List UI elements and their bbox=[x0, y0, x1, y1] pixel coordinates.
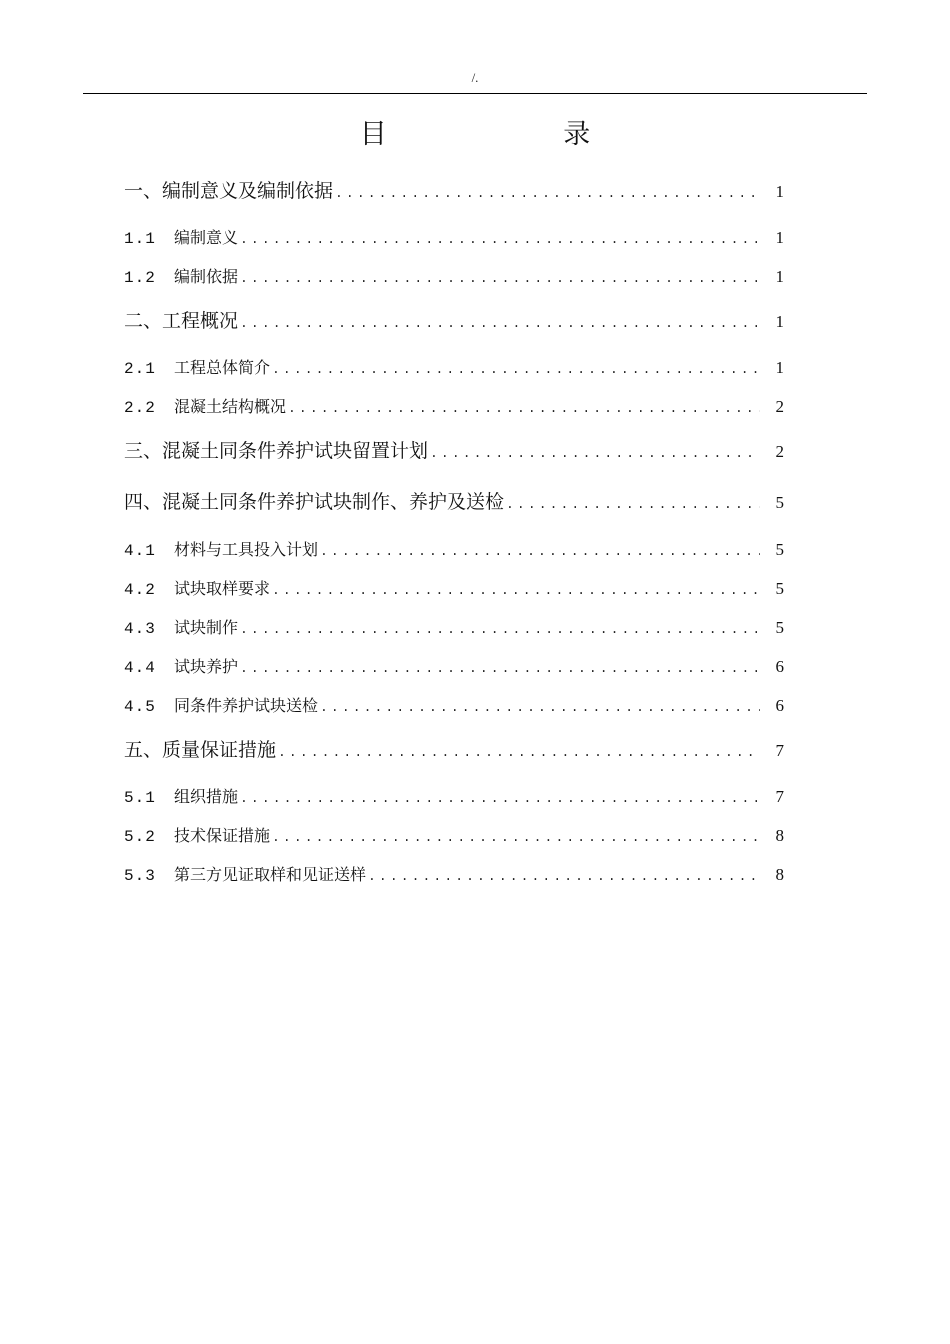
toc-entry[interactable] bbox=[124, 306, 784, 333]
toc-entry-number: 5.2 bbox=[124, 828, 156, 846]
toc-entry-page: 1 bbox=[775, 267, 784, 286]
toc-entry-label: 材料与工具投入计划 bbox=[174, 540, 319, 559]
toc-entry-page: 6 bbox=[775, 657, 784, 676]
toc-entry[interactable] bbox=[124, 225, 784, 248]
toc-entry-label: 二、工程概况 bbox=[124, 310, 239, 332]
toc-entry[interactable] bbox=[124, 862, 784, 885]
toc-entry[interactable] bbox=[124, 355, 784, 378]
toc-entry[interactable] bbox=[124, 264, 784, 287]
toc-leader-dots bbox=[240, 232, 760, 247]
toc-entry[interactable] bbox=[124, 823, 784, 846]
toc-leader-dots bbox=[320, 544, 760, 559]
toc-leader-dots bbox=[240, 791, 760, 806]
header-mark: /. bbox=[471, 70, 479, 85]
toc-entry-number: 4.5 bbox=[124, 698, 156, 716]
toc-entry-label: 第三方见证取样和见证送样 bbox=[174, 865, 367, 884]
toc-leader-dots bbox=[240, 661, 760, 676]
toc-entry-label: 编制意义 bbox=[174, 228, 239, 247]
toc-entry-page: 5 bbox=[775, 579, 784, 598]
toc-leader-dots bbox=[320, 700, 760, 715]
toc-entry[interactable] bbox=[124, 693, 784, 716]
toc-entry-number: 2.1 bbox=[124, 360, 156, 378]
toc-entry-page: 2 bbox=[775, 397, 784, 416]
toc-entry[interactable] bbox=[124, 784, 784, 807]
toc-leader-dots bbox=[240, 622, 760, 637]
toc-entry[interactable] bbox=[124, 735, 784, 762]
toc-entry[interactable] bbox=[124, 615, 784, 638]
toc-entry-page: 5 bbox=[775, 618, 784, 637]
toc-entry-page: 6 bbox=[775, 696, 784, 715]
toc-entry-page: 8 bbox=[775, 826, 784, 845]
toc-entry-page: 8 bbox=[775, 865, 784, 884]
toc-entry-label: 一、编制意义及编制依据 bbox=[124, 180, 334, 202]
header-rule bbox=[83, 93, 867, 94]
toc-entry[interactable] bbox=[124, 487, 784, 514]
toc-entry-label: 组织措施 bbox=[174, 787, 239, 806]
toc-entry-label: 同条件养护试块送检 bbox=[174, 696, 319, 715]
toc-leader-dots bbox=[272, 583, 760, 598]
toc-entry[interactable] bbox=[124, 176, 784, 203]
toc-entry-number: 4.3 bbox=[124, 620, 156, 638]
toc-leader-dots bbox=[240, 316, 760, 331]
toc-leader-dots bbox=[272, 362, 760, 377]
toc-entry-number: 5.3 bbox=[124, 867, 156, 885]
toc-entry-number: 1.1 bbox=[124, 230, 156, 248]
toc-entry[interactable] bbox=[124, 576, 784, 599]
toc-entry-number: 4.4 bbox=[124, 659, 156, 677]
toc-entry-label: 三、混凝土同条件养护试块留置计划 bbox=[124, 440, 429, 462]
toc-entry-page: 1 bbox=[775, 228, 784, 247]
toc-leader-dots bbox=[335, 186, 760, 201]
toc-entry-label: 技术保证措施 bbox=[174, 826, 271, 845]
toc-entry-page: 1 bbox=[775, 358, 784, 377]
toc-leader-dots bbox=[506, 497, 760, 512]
toc-entry-label: 四、混凝土同条件养护试块制作、养护及送检 bbox=[124, 491, 505, 513]
toc-entry-page: 7 bbox=[775, 741, 784, 760]
toc-entry-number: 5.1 bbox=[124, 789, 156, 807]
toc-entry-page: 7 bbox=[775, 787, 784, 806]
toc-entry-page: 5 bbox=[775, 493, 784, 512]
toc-entry-number: 2.2 bbox=[124, 399, 156, 417]
toc-entry[interactable] bbox=[124, 394, 784, 417]
toc-entry-page: 5 bbox=[775, 540, 784, 559]
toc-entry-label: 编制依据 bbox=[174, 267, 239, 286]
toc-leader-dots bbox=[278, 745, 760, 760]
toc-entry-label: 试块制作 bbox=[174, 618, 239, 637]
toc-entry-number: 1.2 bbox=[124, 269, 156, 287]
toc-title: 目 录 bbox=[359, 119, 675, 150]
toc-entry-label: 五、质量保证措施 bbox=[124, 739, 277, 761]
toc-leader-dots bbox=[272, 830, 760, 845]
toc-entry-label: 工程总体简介 bbox=[174, 358, 271, 377]
toc-entry-label: 试块养护 bbox=[174, 657, 239, 676]
toc-entry-label: 混凝土结构概况 bbox=[174, 397, 287, 416]
toc-entry-number: 4.1 bbox=[124, 542, 156, 560]
toc-entry[interactable] bbox=[124, 654, 784, 677]
toc-leader-dots bbox=[240, 271, 760, 286]
toc-leader-dots bbox=[430, 446, 760, 461]
toc-entry-page: 2 bbox=[775, 442, 784, 461]
toc-entry[interactable] bbox=[124, 537, 784, 560]
toc-entry-label: 试块取样要求 bbox=[174, 579, 271, 598]
toc-entry-page: 1 bbox=[775, 312, 784, 331]
toc-leader-dots bbox=[368, 869, 760, 884]
toc-entry-number: 4.2 bbox=[124, 581, 156, 599]
toc-leader-dots bbox=[288, 401, 760, 416]
toc-entry-page: 1 bbox=[775, 182, 784, 201]
toc-entry[interactable] bbox=[124, 436, 784, 463]
